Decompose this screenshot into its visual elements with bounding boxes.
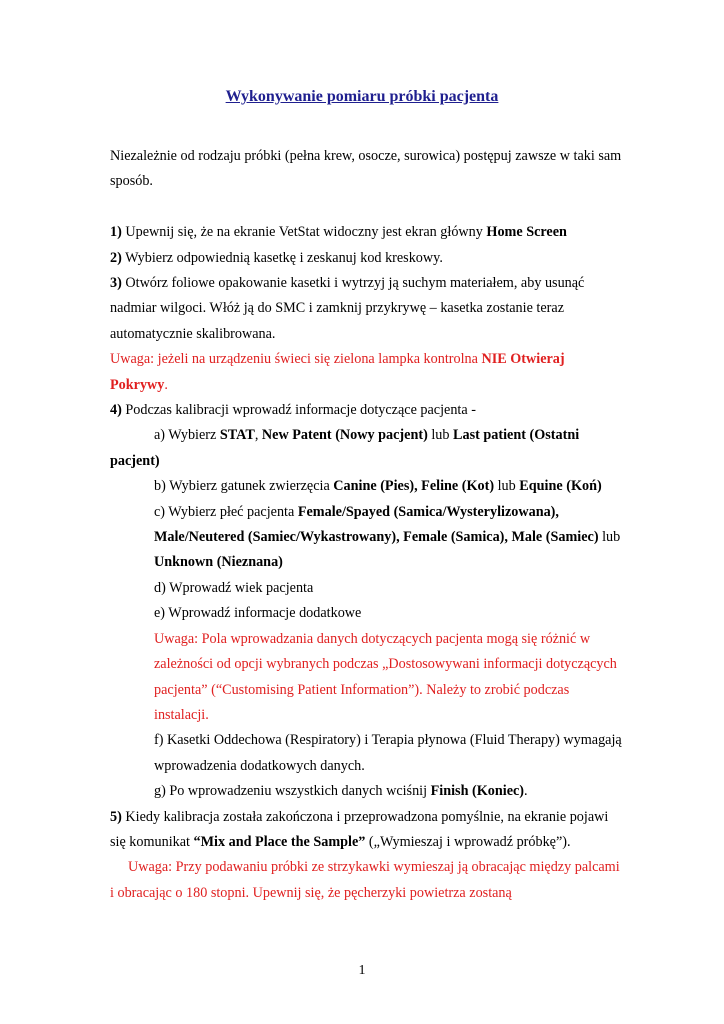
substep-c: c) Wybierz płeć pacjenta Female/Spayed (Samica/Wysterylizowana), Male/Neutered (Samiec/Wykastrowany), Female (Samica), Male (Samiec) lub Unknown (Nieznana) bbox=[154, 503, 621, 571]
substep-a: a) Wybierz STAT, New Patent (Nowy pacjent) lub Last patient (Ostatni pacjent) bbox=[110, 427, 580, 469]
substep-d: d) Wprowadź wiek pacjenta bbox=[154, 579, 314, 596]
substep-f: f) Kasetki Oddechowa (Respiratory) i Terapia płynowa (Fluid Therapy) wymagają wprowadzenia dodatkowych danych. bbox=[154, 732, 622, 774]
step-1: 1) Upewnij się, że na ekranie VetStat widoczny jest ekran główny Home Screen bbox=[110, 224, 567, 241]
step-number: 2) bbox=[110, 249, 122, 266]
step-2: 2) Wybierz odpowiednią kasetkę i zeskanuj kod kreskowy. bbox=[110, 249, 443, 266]
step-number: 3) bbox=[110, 275, 122, 292]
substep-e: e) Wprowadź informacje dodatkowe bbox=[154, 605, 362, 622]
warning-syringe: Uwaga: Przy podawaniu próbki ze strzykawki wymieszaj ją obracając między palcami i obracając o 180 stopni. Upewnij się, że pęcherzyki powietrza zostaną bbox=[110, 859, 620, 901]
step-number: 1) bbox=[110, 224, 122, 241]
step-5: 5) Kiedy kalibracja została zakończona i przeprowadzona pomyślnie, na ekranie pojawi się komunikat “Mix and Place the Sample” („Wymieszaj i wprowadź próbkę”). bbox=[110, 808, 609, 850]
step-number: 5) bbox=[110, 808, 122, 825]
substep-g: g) Po wprowadzeniu wszystkich danych wciśnij Finish (Koniec). bbox=[154, 783, 528, 800]
warning-lid: Uwaga: jeżeli na urządzeniu świeci się zielona lampka kontrolna NIE Otwieraj Pokrywy. bbox=[110, 351, 565, 393]
step-number: 4) bbox=[110, 402, 122, 419]
page-number: 1 bbox=[358, 963, 366, 978]
intro-paragraph: Niezależnie od rodzaju próbki (pełna krew, osocze, surowica) postępuj zawsze w taki sam sposób. bbox=[110, 148, 622, 190]
document-body bbox=[110, 144, 622, 906]
step-3: 3) Otwórz foliowe opakowanie kasetki i wytrzyj ją suchym materiałem, aby usunąć nadmiar wilgoci. Włóż ją do SMC i zamknij przykrywę – kasetka zostanie teraz automatycznie skalibrowana. bbox=[110, 275, 585, 342]
substep-b: b) Wybierz gatunek zwierzęcia Canine (Pies), Feline (Kot) lub Equine (Koń) bbox=[154, 478, 602, 495]
step-4: 4) Podczas kalibracji wprowadź informacje dotyczące pacjenta - bbox=[110, 402, 476, 419]
document-title: Wykonywanie pomiaru próbki pacjenta bbox=[225, 88, 499, 105]
warning-patient-fields: Uwaga: Pola wprowadzania danych dotyczących pacjenta mogą się różnić w zależności od opcji wybranych podczas „Dostosowywani informacji dotyczących pacjenta” (“Customising Patient Information”). Należy to zrobić podczas instalacji. bbox=[154, 630, 617, 723]
